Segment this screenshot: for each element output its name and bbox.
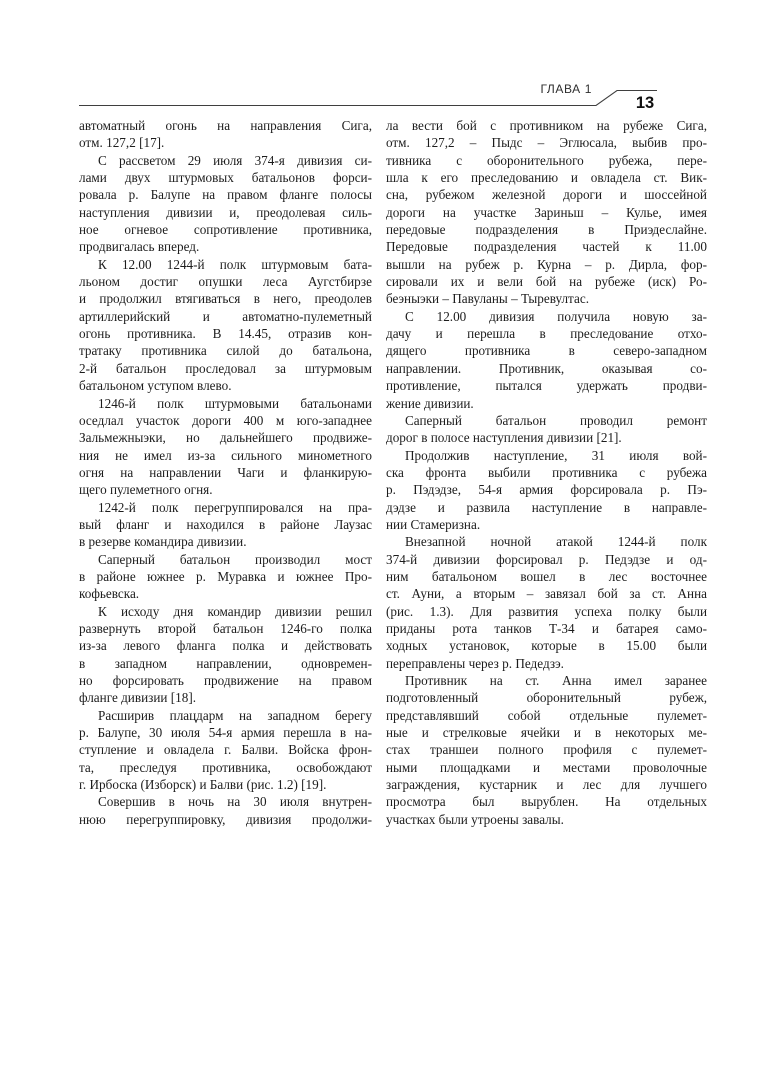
text-line: огонь противника. В 14.45, отразив кон- [79,326,372,342]
text-line: тратаку противника силой до батальона, [79,343,372,359]
text-line: представлявший собой отдельные пулемет- [386,707,707,723]
text-line: ним батальоном вошел в лес восточнее [386,568,707,584]
text-line: продвигалась вперед. [79,239,200,255]
text-line: (рис. 1.3). Для развития успеха полку были [386,603,707,619]
text-line: сировали их и вели бой на рубеже (иск) Ро- [386,274,707,290]
text-line: ла вести бой с противником на рубеже Сига, [386,118,707,133]
column-left [79,117,372,828]
text-line: Продолжив наступление, 31 июля вой- [405,447,707,463]
paragraph [79,256,372,395]
text-line: 1242-й полк перегруппировался на пра- [98,499,372,515]
paragraph [386,447,707,534]
text-line: ска фронта выбили противника с рубежа [386,464,707,480]
text-line: наступления дивизии и, преодолевая силь- [79,204,372,220]
text-line: развернуть второй батальон 1246-го полка [79,620,372,636]
text-line: ступление и овладела г. Балви. Войска фрон- [79,742,372,758]
paragraph [386,672,707,828]
text-line: р. Балупе, 30 июля 54-я армия перешла в на- [79,725,372,741]
text-line: 2-й батальон проследовал за штурмовым [79,360,372,376]
text-line: Расширив плацдарм на западном берегу [98,707,372,723]
text-line: Зальмежныэки, но дальнейшего продвиже- [79,430,372,446]
paragraph [386,412,707,447]
text-line: вышли на рубеж р. Курна – р. Дирла, фор- [386,256,707,272]
text-line: Передовые подразделения частей к 11.00 [386,239,707,255]
text-line: ное огневое сопротивление противника, [79,222,372,238]
text-line: кофьевска. [79,586,140,602]
chapter-label: ГЛАВА 1 [540,82,592,96]
text-line: артиллерийский и автоматно-пулеметный [79,308,372,324]
text-line: С рассветом 29 июля 374-я дивизия си- [98,152,372,168]
text-line: ные и стрелковые ячейки и в некоторых ме- [386,725,707,741]
text-line: дящего противника в северо-западном [386,343,707,359]
text-line: дачу и перешла в преследование отхо- [386,326,707,342]
text-line: Саперный батальон проводил ремонт [405,412,707,428]
text-line: нюю перегруппировку, дивизия продолжи- [79,811,372,827]
text-line: из-за левого фланга полка и действовать [79,638,372,654]
paragraph [386,308,707,412]
text-line: 374-й дивизии форсировал р. Педэдзе и од- [386,551,707,567]
text-line: отм. 127,2 [17]. [79,135,165,151]
paragraph [79,551,372,603]
text-line: шла к его преследованию и овладела ст. Вик- [386,170,707,186]
text-line: подготовленный оборонительный рубеж, [386,690,707,706]
text-line: передовые подразделения в Приэдеслайне. [386,222,707,238]
text-line: дорог в полосе наступления дивизии [21]. [386,430,622,446]
text-line: стах траншеи полного профиля с пулемет- [386,742,707,758]
paragraph [79,499,372,551]
column-right [386,117,707,828]
text-line: в резерве командира дивизии. [79,534,247,550]
text-line: огня на направлении Чаги и фланкирую- [79,464,372,480]
text-line: беэныэки – Павуланы – Тыревултас. [386,291,589,307]
text-line: приданы рота танков Т-34 и батарея само- [386,620,707,636]
text-line: в районе южнее р. Муравка и южнее Про- [79,568,372,584]
text-line: С 12.00 дивизия получила новую за- [405,308,707,324]
text-columns [79,117,707,828]
text-line: Саперный батальон производил мост [98,551,372,567]
text-line: сна, рубежом железной дороги и шоссейной [386,187,707,203]
text-line: но форсировать продвижение на правом [79,673,372,688]
text-line: Внезапной ночной атакой 1244-й полк [405,534,707,550]
text-line: щего пулеметного огня. [79,482,213,498]
paragraph [79,117,372,152]
text-line: заграждения, кустарник и лес для лучшего [386,777,707,793]
text-line: вый фланг и находился в районе Лаузас [79,516,372,532]
text-line: направлении. Противник, оказывая со- [386,360,707,376]
text-line: участках были утроены завалы. [386,811,564,827]
text-line: дороги на участке Зариньш – Кулье, имея [386,204,707,220]
text-line: переправлены через р. Педедзэ. [386,655,564,671]
text-line: ными площадками и местами проволочные [386,759,707,775]
paragraph [79,152,372,256]
text-line: жение дивизии. [386,395,474,411]
paragraph [79,707,372,794]
text-line: в западном направлении, одновремен- [79,655,372,671]
text-line: ходных установок, которые в 15.00 были [386,638,707,654]
text-line: батальоном уступом влево. [79,378,232,394]
text-line: противление, пытался удержать продви- [386,378,707,394]
paragraph [386,533,707,672]
text-line: та, преследуя противника, освобождают [79,759,372,775]
text-line: нии Стамеризна. [386,516,481,532]
text-line: Совершив в ночь на 30 июля внутрен- [98,794,372,810]
text-line: лами двух штурмовых батальонов форси- [79,170,372,186]
text-line: г. Ирбоска (Изборск) и Балви (рис. 1.2) [19]. [79,777,327,793]
paragraph [79,603,372,707]
text-line: 1246-й полк штурмовыми батальонами [98,395,372,411]
text-line: ния не имел из-за сильного минометного [79,447,372,463]
text-line: р. Пэдэдзе, 54-я армия форсировала р. Пэ- [386,482,707,498]
text-line: К исходу дня командир дивизии решил [98,603,372,619]
text-line: фланге дивизии [18]. [79,690,197,706]
text-line: автоматный огонь на направления Сига, [79,118,372,133]
text-line: льоном достиг опушки леса Аугстбирзе [79,274,372,290]
text-line: ст. Ауни, а вторым – завязал бой за ст. Анна [386,586,707,602]
paragraph [386,117,707,308]
text-line: просмотра был вырублен. На отдельных [386,794,707,810]
text-line: дэдзе и развила наступление в направле- [386,499,707,515]
text-line: Противник на ст. Анна имел заранее [405,673,707,688]
text-line: и продолжил втягиваться в него, преодолев [79,291,372,307]
paragraph [79,793,372,828]
text-line: оседлал участок дороги 400 м юго-западнее [79,412,372,428]
text-line: отм. 127,2 – Пыдс – Эглюсала, выбив про- [386,135,707,151]
page-number: 13 [635,94,655,112]
text-line: тивника с оборонительного рубежа, пере- [386,152,707,168]
text-line: К 12.00 1244-й полк штурмовым бата- [98,256,372,272]
text-line: ровала р. Балупе на правом фланге полосы [79,187,372,203]
paragraph [79,395,372,499]
